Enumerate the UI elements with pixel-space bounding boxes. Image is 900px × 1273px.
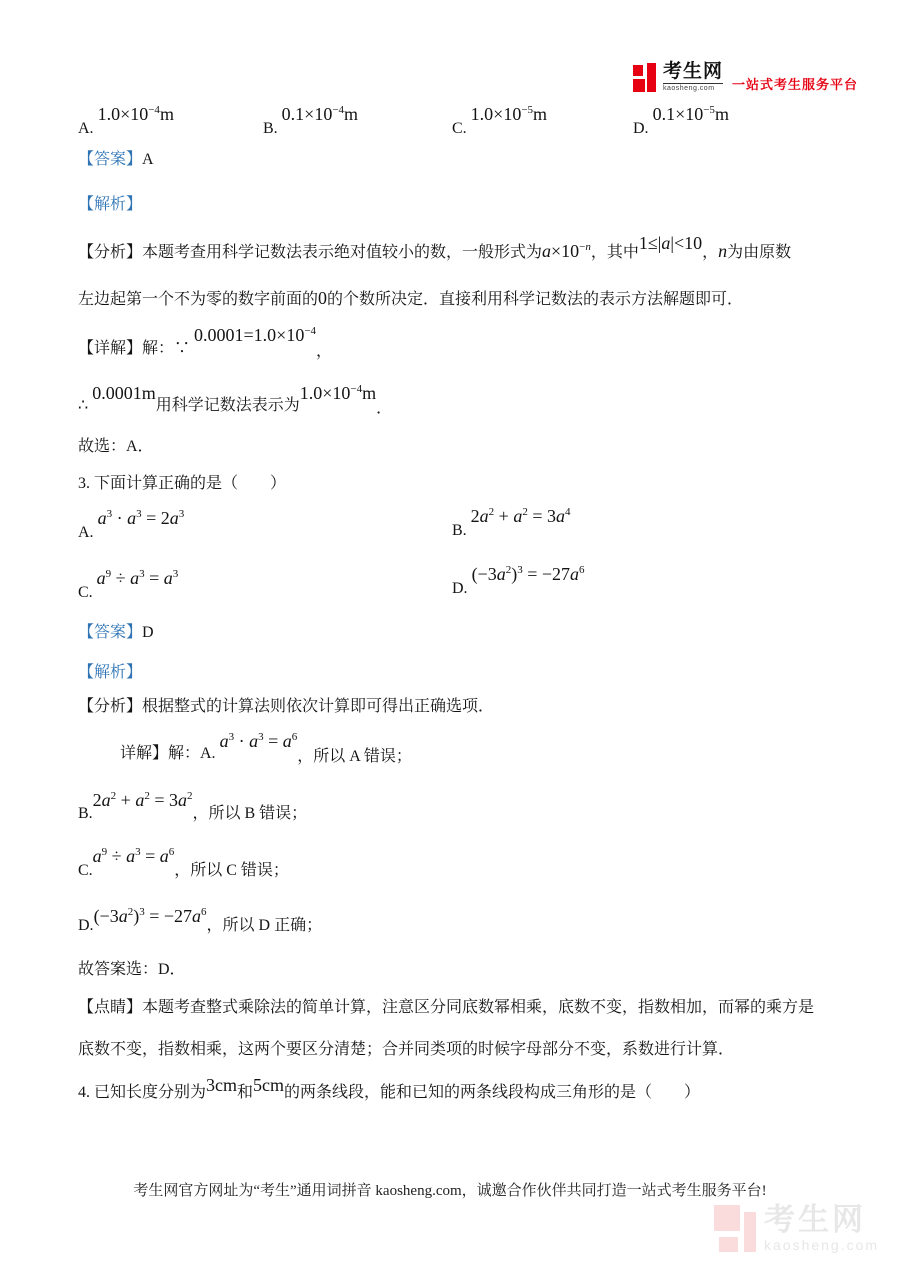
q2-detail-line2: [78, 383, 393, 417]
kaosheng-watermark: [712, 1203, 879, 1255]
text-run: 底数不变，指数相乘，这两个要区分清楚；合并同类项的时候字母部分不变，系数进行计算．: [78, 1041, 735, 1058]
inline-math: $1.0\times 10^{-4}m$: [97, 104, 174, 124]
q2-answer: [78, 150, 154, 170]
text-run: 【答案】: [78, 151, 143, 168]
inline-math: $a\times 10^{-n}$: [542, 241, 591, 261]
text-run: 【解析】: [78, 664, 143, 681]
text-run: C.: [452, 120, 471, 137]
text-run: ，所以 D 正确；: [206, 917, 323, 934]
text-run: B.: [263, 120, 282, 137]
q3-detail-a: [120, 731, 412, 765]
inline-math: $2a^2 + a^2 = 3a^4$: [470, 506, 571, 526]
logo-tagline: 一站式考生服务平台: [732, 77, 859, 92]
q2-option-c: [452, 103, 548, 137]
text-run: 用科学记数法表示为: [155, 397, 300, 414]
inline-math: $1.0\times 10^{-5}m$: [470, 104, 548, 124]
watermark-block-large: [714, 1205, 740, 1231]
inline-math: $1.0\times 10^{-4}m$: [299, 383, 377, 403]
text-run: 【分析】本题考查用科学记数法表示绝对值较小的数，一般形式为: [78, 244, 543, 261]
watermark-logo-icon: [712, 1203, 760, 1255]
text-run: C.: [78, 584, 97, 601]
text-run: B.: [452, 522, 471, 539]
text-run: 【点睛】本题考查整式乘除法的简单计算，注意区分同底数幂相乘，底数不变，指数相加，而幂的乘方是: [78, 999, 815, 1016]
logo-name: 考生网: [663, 61, 724, 82]
q2-analysis-line1: [78, 233, 792, 263]
watermark-text: [764, 1203, 879, 1253]
inline-math: $0.1\times 10^{-4}m$: [281, 104, 359, 124]
text-run: 故选：A．: [78, 438, 154, 455]
inline-math: $2a^2 + a^2 = 3a^2$: [92, 790, 193, 810]
text-run: 左边起第一个不为零的数字前面的: [78, 291, 319, 308]
inline-math: $a^3 \cdot a^3 = 2a^3$: [97, 508, 185, 528]
text-run: C.: [78, 862, 93, 879]
inline-math: $a^3 \cdot a^3 = a^6$: [219, 731, 298, 751]
text-run: 故答案选：D．: [78, 961, 186, 978]
q3-option-a: [78, 507, 185, 541]
q3-conclusion: [78, 960, 186, 980]
text-run: ，其中: [590, 244, 639, 261]
q3-dianjing-line2: [78, 1040, 734, 1060]
text-run: 为由原数: [727, 244, 792, 261]
logo-text: [663, 62, 723, 93]
q3-analysis: [78, 697, 494, 717]
inline-math: n: [718, 241, 728, 261]
text-run: A: [142, 151, 154, 168]
q2-option-d: [633, 103, 729, 137]
inline-math: $(-3a^2)^3 = -27a^6$: [93, 906, 207, 926]
logo-block-small: [633, 65, 643, 76]
q2-option-a: [78, 103, 174, 137]
q3-detail-b: [78, 790, 308, 822]
text-run: D.: [78, 917, 94, 934]
q2-detail-line1: [78, 325, 333, 360]
q3-detail-c: [78, 846, 289, 879]
text-run: 详解】解：A.: [120, 745, 220, 762]
text-run: 【答案】: [78, 624, 143, 641]
text-run: 【解析】: [78, 196, 143, 213]
text-run: A.: [78, 524, 98, 541]
text-run: ，所以 C 错误；: [174, 862, 289, 879]
text-run: ，所以 A 错误；: [297, 748, 412, 765]
text-run: D.: [452, 580, 472, 597]
watermark-block-bar: [744, 1212, 756, 1252]
q3-jiexi-label: [78, 663, 142, 683]
inline-math: $0.0001=1.0\times 10^{-4}$: [194, 325, 317, 345]
inline-math: $(-3a^2)^3 = -27a^6$: [471, 564, 585, 584]
q2-jiexi-label: [78, 195, 142, 215]
text-run: 【详解】解：∵: [78, 340, 195, 357]
text-run: 和: [237, 1084, 254, 1101]
q4-stem: [78, 1075, 701, 1103]
footer-text: 考生网官方网址为“考生”通用词拼音 kaosheng.com，诚邀合作伙伴共同打造一站式考生服务平台!: [133, 1183, 767, 1199]
q2-option-b: [263, 103, 359, 137]
inline-math: $0.1\times 10^{-5}m$: [652, 104, 729, 124]
q3-option-d: [452, 563, 585, 597]
text-run: ，: [316, 343, 333, 360]
text-run: 【分析】根据整式的计算法则依次计算即可得出正确选项．: [78, 698, 495, 715]
text-run: D.: [633, 120, 653, 137]
q3-option-b: [452, 505, 571, 539]
q3-answer: [78, 623, 154, 643]
text-run: 的两条线段，能和已知的两条线段构成三角形的是（ ）: [284, 1084, 701, 1101]
text-run: 3. 下面计算正确的是（ ）: [78, 475, 287, 492]
inline-math: 0.0001m: [92, 383, 156, 403]
inline-math: $a^9 \div a^3 = a^3$: [96, 568, 179, 588]
logo-domain-text: kaosheng.com: [663, 85, 715, 92]
watermark-name: 考生网: [764, 1202, 866, 1237]
inline-math: $a^9 \div a^3 = a^6$: [92, 846, 175, 866]
watermark-block-small: [719, 1237, 738, 1252]
logo-block-bar: [647, 63, 656, 92]
q2-conclusion: [78, 437, 154, 457]
q2-analysis-line2: [78, 287, 743, 310]
inline-math: 0: [318, 288, 328, 308]
kaosheng-logo-icon: [633, 62, 660, 94]
text-run: ，: [702, 244, 719, 261]
text-run: ．: [376, 400, 393, 417]
text-run: 的个数所决定．直接利用科学记数法的表示方法解题即可．: [327, 291, 744, 308]
inline-math: 3cm: [206, 1075, 238, 1095]
text-run: ，所以 B 错误；: [192, 805, 308, 822]
text-run: D: [142, 624, 154, 641]
kaosheng-logo[interactable]: [633, 62, 858, 94]
inline-math: 1≤|a|<10: [638, 233, 703, 253]
text-run: ∴: [78, 397, 93, 414]
watermark-domain: kaosheng.com: [764, 1237, 880, 1253]
q3-dianjing-line1: [78, 998, 814, 1018]
q3-detail-d: [78, 906, 323, 934]
logo-block-large: [633, 79, 645, 92]
text-run: A.: [78, 120, 98, 137]
q3-option-c: [78, 567, 179, 601]
q3-stem: [78, 474, 286, 494]
text-run: B.: [78, 805, 93, 822]
text-run: 4. 已知长度分别为: [78, 1084, 207, 1101]
inline-math: 5cm: [253, 1075, 285, 1095]
